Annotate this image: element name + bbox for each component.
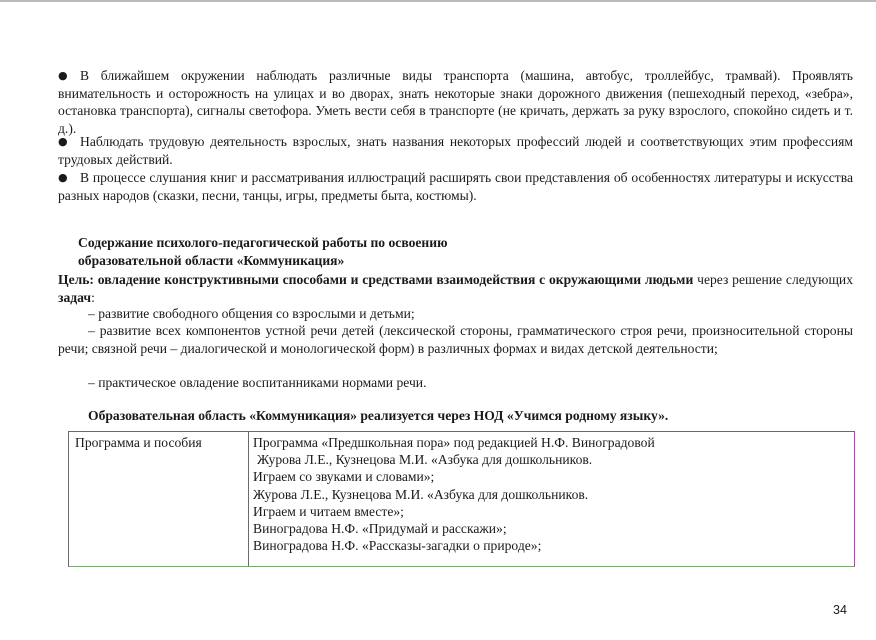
table-line: Виноградова Н.Ф. «Придумай и расскажи»; — [253, 521, 507, 537]
section-heading-line2: образовательной области «Коммуникация» — [78, 253, 345, 268]
task-item: – практическое овладение воспитанниками нормами речи. — [88, 375, 427, 390]
programs-table — [68, 431, 855, 567]
bullet-item-literature — [58, 169, 853, 204]
bullet-text: Наблюдать трудовую деятельность взрослых, знать названия некоторых профессий людей и соответствующих этим профессиям трудовых действий. — [58, 134, 853, 167]
goal-label: Цель: овладение конструктивными способами и средствами взаимодействия с окружающими людьми — [58, 272, 694, 287]
table-line: Играем со звуками и словами»; — [253, 469, 435, 485]
table-line: Журова Л.Е., Кузнецова М.И. «Азбука для дошкольников. — [253, 486, 589, 502]
task-item: – развитие всех компонентов устной речи детей (лексической стороны, грамматического строя речи, произносительной стороны речи; связной речи – диалогической и монологической форм) в различных формах и видах детской деятельности; — [58, 323, 853, 356]
goal-rest: через решение следующих — [693, 272, 853, 287]
section-heading-line1: Содержание психолого-педагогической работы по освоению — [78, 235, 448, 250]
table-column-divider — [248, 432, 249, 566]
bullet-dot-icon: ● — [58, 171, 68, 184]
table-line: Программа «Предшкольная пора» под редакцией Н.Ф. Виноградовой — [253, 435, 655, 450]
table-label-cell: Программа и пособия — [75, 435, 202, 450]
table-line: Виноградова Н.Ф. «Рассказы-загадки о природе»; — [253, 538, 542, 554]
bullet-item-transport — [58, 67, 853, 137]
page-number: 34 — [833, 603, 847, 617]
bullet-item-labor — [58, 133, 853, 168]
bullet-text: В ближайшем окружении наблюдать различные виды транспорта (машина, автобус, троллейбус, трамвай). Проявлять внимательность и осторожность на улицах и во дворах, знать некоторые знаки дорожного движения (пешеходный переход, «зебра», остановка транспорта), сигналы светофора. Уметь вести себя в транспорте (не кричать, держать за руку взрослого, спокойно сидеть и т. д.). — [58, 68, 853, 136]
task-item: – развитие свободного общения со взрослыми и детьми; — [88, 306, 415, 321]
bullet-dot-icon: ● — [58, 135, 68, 148]
goal-paragraph — [58, 271, 853, 306]
top-rule — [0, 0, 876, 2]
area-statement: Образовательная область «Коммуникация» реализуется через НОД «Учимся родному языку». — [88, 408, 669, 423]
table-line: Журова Л.Е., Кузнецова М.И. «Азбука для дошкольников. — [257, 452, 593, 468]
tasks-colon: : — [91, 289, 95, 305]
table-line: Играем и читаем вместе»; — [253, 503, 404, 519]
bullet-text: В процессе слушания книг и рассматривания иллюстраций расширять свои представления об особенностях литературы и искусства разных народов (сказки, песни, танцы, игры, предметы быта, костюмы). — [58, 170, 853, 203]
tasks-word: задач — [58, 289, 92, 305]
bullet-dot-icon: ● — [58, 69, 68, 82]
table-content-cell — [253, 434, 848, 554]
